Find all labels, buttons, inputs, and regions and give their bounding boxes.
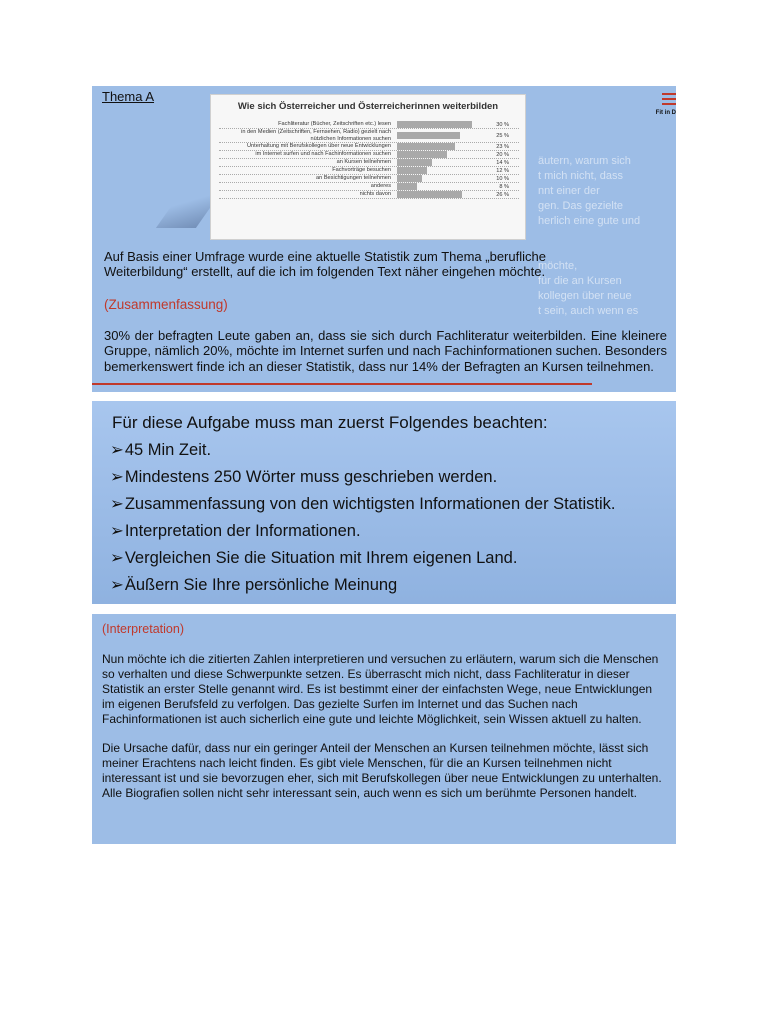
list-item: ➢Zusammenfassung von den wichtigsten Informationen der Statistik.	[110, 495, 616, 513]
interpretation-text	[102, 652, 667, 815]
chart-row	[219, 167, 519, 175]
chart-row	[219, 183, 519, 191]
chart-category-label: Unterhaltung mit Berufskollegen über neue Entwicklungen	[247, 143, 391, 150]
chart-bar	[397, 151, 447, 158]
chart-category-label: anderes	[370, 183, 391, 190]
list-item: ➢45 Min Zeit.	[110, 441, 212, 459]
ghost-line: möchte,	[538, 260, 578, 272]
slide-interpretation	[92, 614, 676, 844]
chart-bar	[397, 159, 432, 166]
chart-rows	[219, 121, 519, 199]
intro-paragraph: Auf Basis einer Umfrage wurde eine aktuelle Statistik zum Thema „berufliche Weiterbildung“ erstellt, auf die ich im folgenden Text näher eingehen möchte.	[104, 249, 546, 279]
slide-thema-a	[92, 86, 676, 392]
chart-category-label: Fachliteratur (Bücher, Zeitschriften etc.) lesen	[278, 121, 391, 128]
chart-row	[219, 121, 519, 129]
ghost-text-overlay	[538, 154, 676, 319]
ghost-line: für die an Kursen	[538, 275, 622, 287]
ghost-line: nnt einer der	[538, 185, 600, 197]
summary-heading: (Zusammenfassung)	[104, 297, 228, 312]
chart-value-label: 26 %	[496, 191, 509, 198]
arrow-icon: ➢	[110, 441, 124, 459]
chart-category-label: Fachvorträge besuchen	[332, 167, 391, 174]
chart-row	[219, 129, 519, 143]
chart-value-label: 8 %	[499, 183, 509, 190]
ghost-line: t mich nicht, dass	[538, 170, 623, 182]
chart-value-label: 12 %	[496, 167, 509, 174]
chart-row	[219, 175, 519, 183]
chart-value-label: 25 %	[496, 132, 509, 139]
ghost-line: t sein, auch wenn es	[538, 305, 639, 317]
chart-bar	[397, 183, 417, 190]
arrow-icon: ➢	[110, 522, 124, 540]
chart-bar	[397, 143, 455, 150]
paragraph: Nun möchte ich die zitierten Zahlen interpretieren und versuchen zu erläutern, warum sich die Menschen so verhalten und diese Schwerpunkte setzen. Es überrascht mich nicht, dass Fachliteratur in dieser Statistik an erster Stelle genannt wird. Es ist bestimmt einer der einfachsten Wege, neue Entwicklungen im eigenen Berufsfeld zu verfolgen. Das gezielte Surfen im Internet und das Suchen nach Fachinformationen ist auch sicherlich eine gute und leichte Möglichkeit, sein Wissen aktuell zu halten.	[102, 652, 659, 726]
list-item: ➢Vergleichen Sie die Situation mit Ihrem eigenen Land.	[110, 549, 518, 567]
chart-category-label: nichts davon	[359, 191, 391, 198]
chart-bar	[397, 121, 472, 128]
summary-paragraph: 30% der befragten Leute gaben an, dass sie sich durch Fachliteratur weiterbilden. Eine kleinere Gruppe, nämlich 20%, möchte im Internet surfen und nach Fachinformationen suchen. Besonders bemerkenswert finde ich an dieser Statistik, dass nur 14% der Befragten an Kursen teilnehmen.	[104, 328, 667, 374]
chart-category-label: im Internet surfen und nach Fachinformationen suchen	[255, 151, 391, 158]
list-item: ➢Äußern Sie Ihre persönliche Meinung	[110, 576, 398, 594]
interpretation-heading: (Interpretation)	[102, 622, 184, 636]
task-list	[110, 437, 616, 599]
chart-row	[219, 143, 519, 151]
paragraph: Die Ursache dafür, dass nur ein geringer Anteil der Menschen an Kursen teilnehmen möchte, lässt sich meiner Erachtens nach leicht finden. Es gibt viele Menschen, für die an Kursen teilnehmen nicht interessant ist und sie bevorzugen eher, sich mit Berufskollegen über neue Entwicklungen zu unterhalten. Alle Biografien sollen nicht sehr interessant sein, auch wenn es sich um berühmte Personen handelt.	[102, 741, 662, 800]
chart-value-label: 23 %	[496, 143, 509, 150]
chart-row	[219, 151, 519, 159]
chart-value-label: 20 %	[496, 151, 509, 158]
ghost-line	[538, 229, 676, 244]
task-heading: Für diese Aufgabe muss man zuerst Folgendes beachten:	[112, 413, 548, 432]
statistics-chart	[210, 94, 526, 240]
chart-title: Wie sich Österreicher und Österreicherinnen weiterbilden	[237, 101, 499, 112]
chart-category-label: an Besichtigungen teilnehmen	[316, 175, 391, 182]
list-item: ➢Mindestens 250 Wörter muss geschrieben werden.	[110, 468, 498, 486]
list-item: ➢Interpretation der Informationen.	[110, 522, 361, 540]
arrow-icon: ➢	[110, 549, 124, 567]
chart-category-label: in den Medien (Zeitschriften, Fernsehen, Radio) gezielt nach nützlichen Informationen suchen	[241, 129, 391, 142]
ghost-line: herlich eine gute und	[538, 215, 641, 227]
slide-title: Thema A	[102, 89, 155, 104]
arrow-icon: ➢	[110, 495, 124, 513]
chart-value-label: 14 %	[496, 159, 509, 166]
ghost-line: gen. Das gezielte	[538, 200, 623, 212]
ghost-line: kollegen über neue	[538, 290, 632, 302]
chart-row	[219, 159, 519, 167]
arrow-icon: ➢	[110, 468, 124, 486]
ghost-line: äutern, warum sich	[538, 155, 631, 167]
red-line	[92, 383, 592, 385]
slide-task-instructions	[92, 401, 676, 604]
chart-bar	[397, 175, 422, 182]
chart-bar	[397, 167, 427, 174]
chart-bar	[397, 191, 462, 198]
chart-bar	[397, 132, 460, 139]
chart-value-label: 10 %	[496, 175, 509, 182]
chart-row	[219, 191, 519, 199]
logo-text: Fit in D	[655, 110, 676, 116]
chart-value-label: 30 %	[496, 121, 509, 128]
chart-category-label: an Kursen teilnehmen	[336, 159, 391, 166]
arrow-icon: ➢	[110, 576, 124, 594]
